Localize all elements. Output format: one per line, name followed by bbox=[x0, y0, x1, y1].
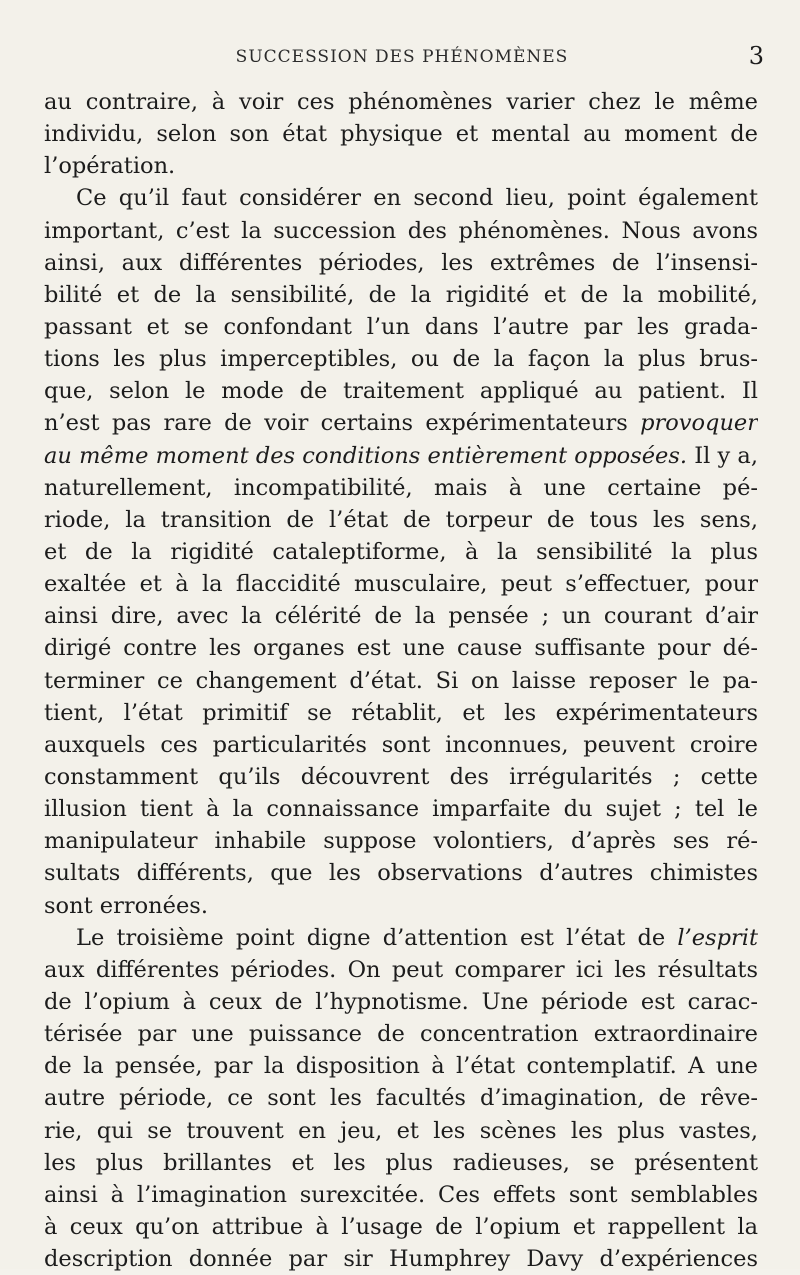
text-line bbox=[44, 472, 758, 504]
line-text: et de la rigidité cataleptiforme, à la sensibilité la plus bbox=[44, 538, 758, 565]
line-text: terminer ce changement d’état. Si on laisse reposer le pa- bbox=[44, 667, 758, 694]
line-text: ainsi à l’imagination surexcitée. Ces effets sont semblables bbox=[44, 1181, 758, 1208]
text-line bbox=[44, 600, 758, 632]
body-text bbox=[44, 86, 758, 1275]
text-line bbox=[44, 954, 758, 986]
text-line bbox=[44, 343, 758, 375]
line-text: tions les plus imperceptibles, ou de la façon la plus brus- bbox=[44, 346, 758, 373]
text-line bbox=[44, 1243, 758, 1275]
line-text: aux différentes périodes. On peut comparer ici les résultats bbox=[44, 956, 758, 983]
paragraph bbox=[44, 182, 758, 921]
line-text: exaltée et à la flaccidité musculaire, peut s’effectuer, pour bbox=[44, 571, 758, 598]
text-line bbox=[44, 665, 758, 697]
line-text: riode, la transition de l’état de torpeur de tous les sens, bbox=[44, 506, 758, 533]
text-line bbox=[44, 1179, 758, 1211]
text-line bbox=[44, 1147, 758, 1179]
line-text: ainsi, aux différentes périodes, les extrêmes de l’insensi- bbox=[44, 249, 758, 276]
paragraph bbox=[44, 922, 758, 1275]
line-text: dirigé contre les organes est une cause suffisante pour dé- bbox=[44, 635, 758, 662]
text-line bbox=[44, 1050, 758, 1082]
line-text: de l’opium à ceux de l’hypnotisme. Une période est carac- bbox=[44, 988, 758, 1015]
text-line bbox=[44, 793, 758, 825]
line-text: Il y a, bbox=[687, 442, 758, 469]
running-head: SUCCESSION DES PHÉNOMÈNES bbox=[235, 47, 569, 67]
text-line bbox=[44, 279, 758, 311]
text-line bbox=[44, 536, 758, 568]
italic-phrase: au même moment des conditions entièrement opposées. bbox=[44, 442, 688, 469]
text-line bbox=[44, 150, 758, 182]
line-text: individu, selon son état physique et mental au moment de bbox=[44, 121, 758, 148]
line-text: description donnée par sir Humphrey Davy d’expériences bbox=[44, 1246, 758, 1273]
text-line bbox=[44, 118, 758, 150]
line-text: Ce qu’il faut considérer en second lieu, point également bbox=[76, 185, 758, 212]
line-text: autre période, ce sont les facultés d’imagination, de rêve- bbox=[44, 1085, 758, 1112]
line-text: n’est pas rare de voir certains expérimentateurs bbox=[44, 410, 628, 437]
line-text: ainsi dire, avec la célérité de la pensée ; un courant d’air bbox=[44, 603, 758, 630]
text-line bbox=[44, 1082, 758, 1114]
text-line bbox=[44, 504, 758, 536]
text-line bbox=[44, 375, 758, 407]
line-text: l’opération. bbox=[44, 153, 176, 180]
line-text: passant et se confondant l’un dans l’autre par les grada- bbox=[44, 313, 758, 340]
text-line bbox=[44, 922, 758, 954]
line-text: les plus brillantes et les plus radieuses, se présentent bbox=[44, 1149, 758, 1176]
line-text: térisée par une puissance de concentration extraordinaire bbox=[44, 1021, 758, 1048]
line-text: que, selon le mode de traitement appliqué au patient. Il bbox=[44, 378, 758, 405]
text-line bbox=[44, 440, 758, 472]
text-line bbox=[44, 311, 758, 343]
page-header bbox=[44, 42, 764, 70]
text-line bbox=[44, 825, 758, 857]
line-text: sultats différents, que les observations d’autres chimistes bbox=[44, 860, 758, 887]
line-text: tient, l’état primitif se rétablit, et les expérimentateurs bbox=[44, 699, 758, 726]
line-text: important, c’est la succession des phénomènes. Nous avons bbox=[44, 217, 758, 244]
text-line bbox=[44, 1211, 758, 1243]
line-text: auxquels ces particularités sont inconnues, peuvent croire bbox=[44, 731, 758, 758]
text-line bbox=[44, 182, 758, 214]
line-text: Le troisième point digne d’attention est l’état de bbox=[76, 924, 666, 951]
line-text: à ceux qu’on attribue à l’usage de l’opium et rappellent la bbox=[44, 1213, 758, 1240]
text-line bbox=[44, 857, 758, 889]
line-text: illusion tient à la connaissance imparfaite du sujet ; tel le bbox=[44, 796, 758, 823]
line-text: rie, qui se trouvent en jeu, et les scènes les plus vastes, bbox=[44, 1117, 758, 1144]
text-line bbox=[44, 86, 758, 118]
paragraph bbox=[44, 86, 758, 182]
text-line bbox=[44, 632, 758, 664]
text-line bbox=[44, 986, 758, 1018]
line-text: sont erronées. bbox=[44, 892, 208, 919]
text-line bbox=[44, 761, 758, 793]
text-line bbox=[44, 407, 758, 439]
line-text: manipulateur inhabile suppose volontiers, d’après ses ré- bbox=[44, 828, 758, 855]
text-line bbox=[44, 697, 758, 729]
text-line bbox=[44, 890, 758, 922]
line-text: bilité et de la sensibilité, de la rigidité et de la mobilité, bbox=[44, 281, 758, 308]
line-text: naturellement, incompatibilité, mais à une certaine pé- bbox=[44, 474, 758, 501]
text-line bbox=[44, 568, 758, 600]
text-line bbox=[44, 1115, 758, 1147]
italic-phrase: l’esprit bbox=[677, 924, 758, 951]
line-text: de la pensée, par la disposition à l’état contemplatif. A une bbox=[44, 1053, 758, 1080]
text-line bbox=[44, 1018, 758, 1050]
text-line bbox=[44, 729, 758, 761]
text-line bbox=[44, 247, 758, 279]
text-line bbox=[44, 215, 758, 247]
line-text: constamment qu’ils découvrent des irrégularités ; cette bbox=[44, 763, 758, 790]
page-number: 3 bbox=[748, 42, 764, 70]
line-text: au contraire, à voir ces phénomènes varier chez le même bbox=[44, 89, 758, 115]
italic-phrase: provoquer bbox=[640, 410, 758, 437]
